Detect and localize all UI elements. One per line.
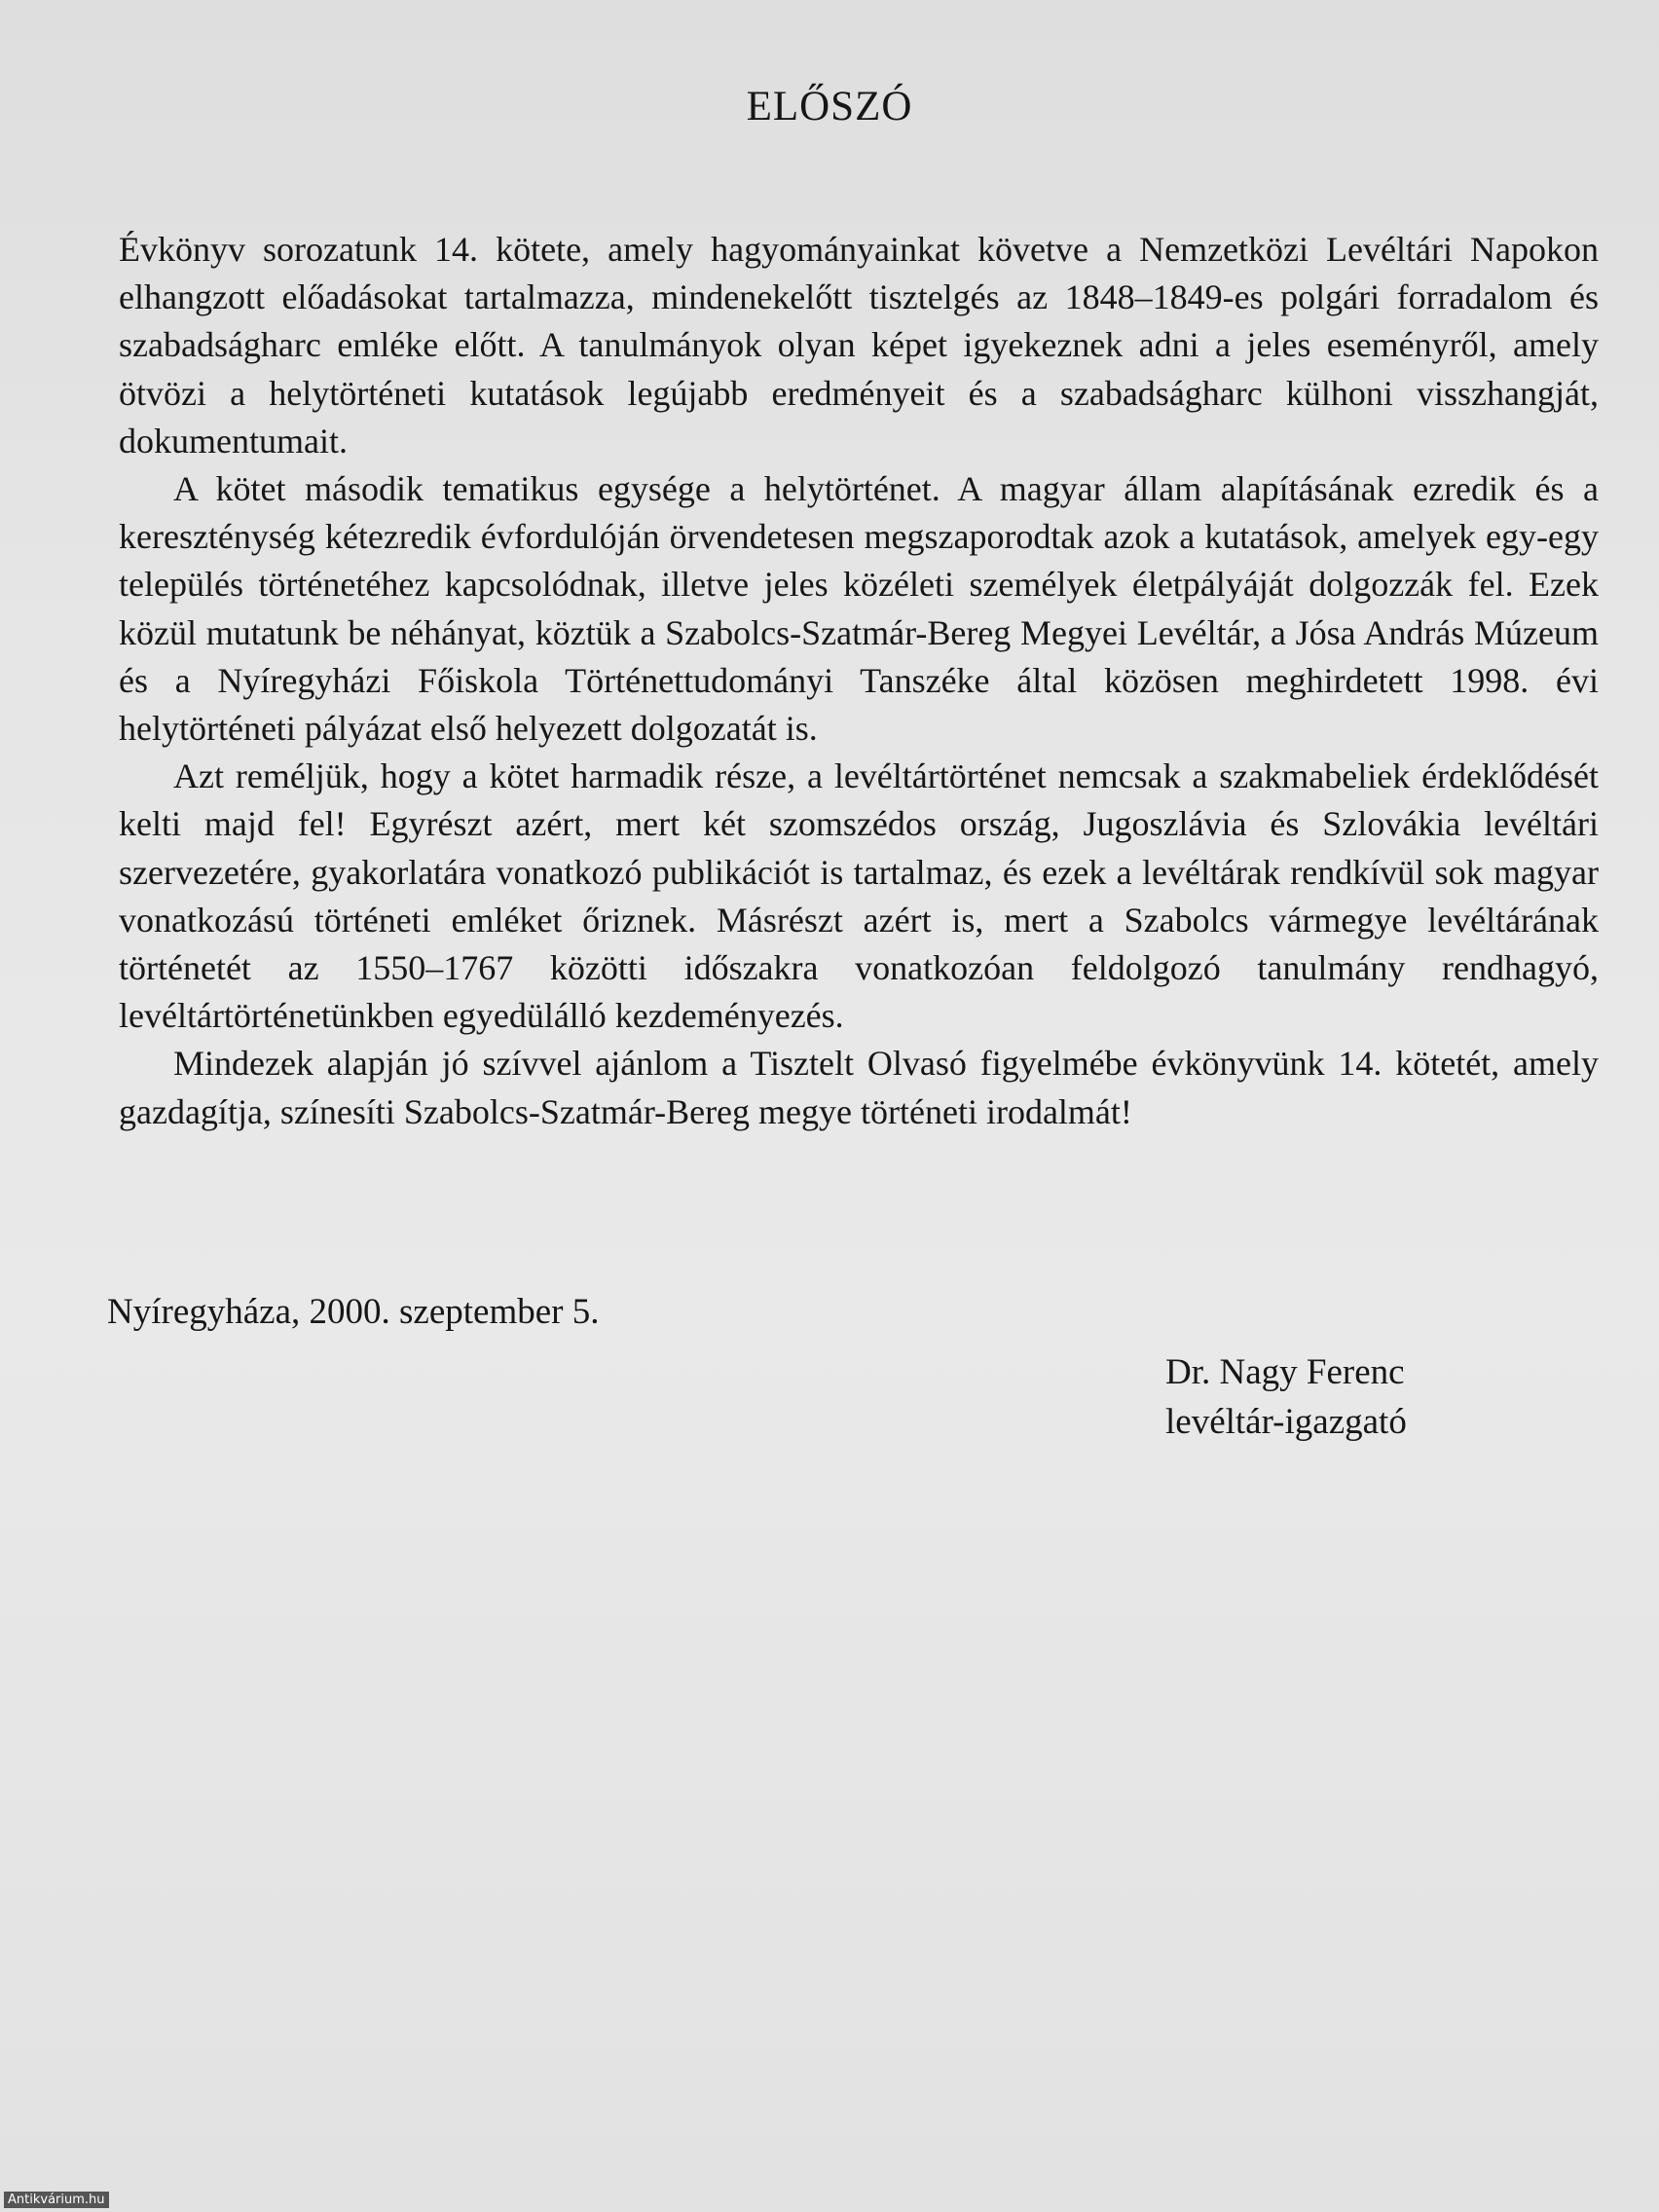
paragraph-4: Mindezek alapján jó szívvel ajánlom a Tisztelt Olvasó figyelmébe évkönyvünk 14. kötetét, amely gazdagítja, színesíti Szabolcs-Szatmár-Bereg megye történeti irodalmát! <box>119 1044 1599 1131</box>
page-title: ELŐSZÓ <box>746 84 913 129</box>
place-and-date: Nyíregyháza, 2000. szeptember 5. <box>107 1292 600 1332</box>
watermark: Antikvárium.hu <box>4 2192 109 2208</box>
paragraph-3: Azt reméljük, hogy a kötet harmadik része, a levéltártörténet nemcsak a szakmabeliek érdeklődését kelti majd fel! Egyrészt azért, mert két szomszédos ország, Jugoszlávia és Szlovákia levéltári szervezetére, gyakorlatára vonatkozó publikációt is tartalmaz, és ezek a levéltárak rendkívül sok magyar vonatkozású történeti emléket őriznek. Másrészt azért is, mert a Szabolcs vármegye levéltárának történetét az 1550–1767 közötti időszakra vonatkozóan feldolgozó tanulmány rendhagyó, levéltártörténetünkben egyedülálló kezdeményezés. <box>119 756 1599 1036</box>
signature-name: Dr. Nagy Ferenc <box>1165 1352 1405 1392</box>
paragraph-2: A kötet második tematikus egysége a helytörténet. A magyar állam alapításának ezredik és a kereszténység kétezredik évfordulóján örvendetesen megszaporodtak azok a kutatások, amelyek egy-egy település történetéhez kapcsolódnak, illetve jeles közéleti személyek életpályáját dolgozzák fel. Ezek közül mutatunk be néhányat, köztük a Szabolcs-Szatmár-Bereg Megyei Levéltár, a Jósa András Múzeum és a Nyíregyházi Főiskola Történettudományi Tanszéke által közösen meghirdetett 1998. évi helytörténeti pályázat első helyezett dolgozatát is. <box>119 469 1599 749</box>
body-text <box>119 226 1599 1136</box>
signature-block <box>1165 1347 1407 1447</box>
paragraph-1: Évkönyv sorozatunk 14. kötete, amely hagyományainkat követve a Nemzetközi Levéltári Napokon elhangzott előadásokat tartalmazza, mindenekelőtt tisztelgés az 1848–1849-es polgári forradalom és szabadságharc emléke előtt. A tanulmányok olyan képet igyekeznek adni a jeles eseményről, amely ötvözi a helytörténeti kutatások legújabb eredményeit és a szabadságharc külhoni visszhangját, dokumentumait. <box>119 230 1599 461</box>
signature-role: levéltár-igazgató <box>1165 1402 1407 1442</box>
